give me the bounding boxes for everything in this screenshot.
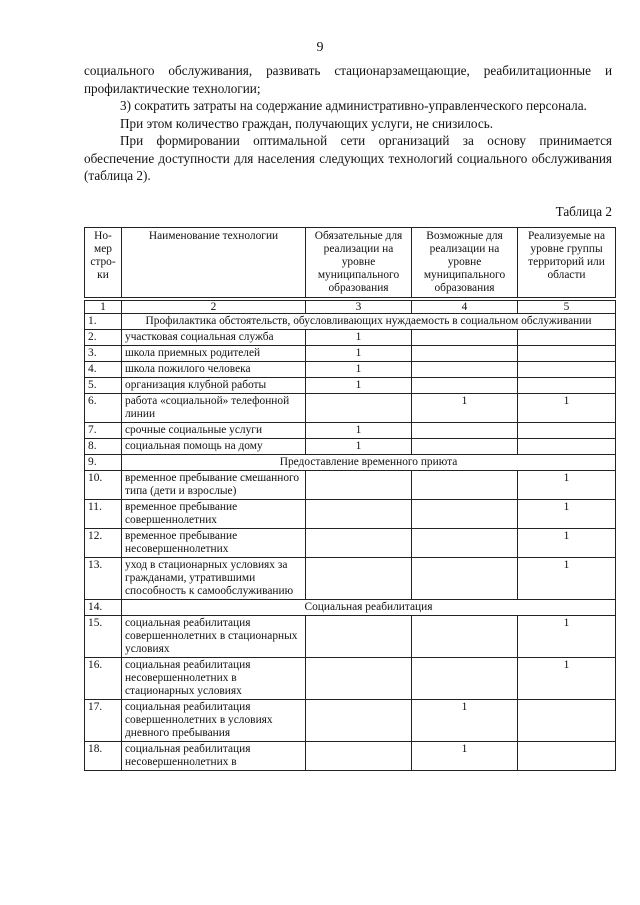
table-header-row — [85, 228, 616, 298]
regional-value: 1 — [518, 500, 616, 529]
mandatory-value — [306, 700, 412, 742]
row-number: 17. — [85, 700, 122, 742]
mandatory-value: 1 — [306, 362, 412, 378]
column-number: 1 — [85, 301, 122, 314]
regional-value — [518, 362, 616, 378]
regional-value: 1 — [518, 529, 616, 558]
technology-name: организация клубной работы — [122, 378, 306, 394]
technology-table — [84, 227, 616, 771]
section-title: Социальная реабилитация — [122, 600, 616, 616]
row-number: 2. — [85, 330, 122, 346]
table-row — [85, 558, 616, 600]
row-number: 1. — [85, 314, 122, 330]
possible-value — [412, 471, 518, 500]
table-row — [85, 471, 616, 500]
possible-value — [412, 378, 518, 394]
table-row — [85, 742, 616, 771]
possible-value: 1 — [412, 700, 518, 742]
table-row — [85, 658, 616, 700]
table-row — [85, 330, 616, 346]
row-number: 13. — [85, 558, 122, 600]
technology-name: социальная реабилитация совершеннолетних в стационарных условиях — [122, 616, 306, 658]
technology-name: социальная реабилитация несовершеннолетних в стационарных условиях — [122, 658, 306, 700]
mandatory-value — [306, 616, 412, 658]
regional-value — [518, 439, 616, 455]
header-mandatory-municipal: Обязательные для реализации на уровне муниципального образования — [306, 228, 412, 298]
regional-value: 1 — [518, 658, 616, 700]
technology-name: участковая социальная служба — [122, 330, 306, 346]
regional-value: 1 — [518, 616, 616, 658]
row-number: 8. — [85, 439, 122, 455]
mandatory-value — [306, 742, 412, 771]
row-number: 6. — [85, 394, 122, 423]
mandatory-value: 1 — [306, 330, 412, 346]
table-section-row — [85, 314, 616, 330]
row-number: 10. — [85, 471, 122, 500]
mandatory-value — [306, 529, 412, 558]
technology-name: временное пребывание совершеннолетних — [122, 500, 306, 529]
possible-value — [412, 500, 518, 529]
section-title: Предоставление временного приюта — [122, 455, 616, 471]
regional-value — [518, 742, 616, 771]
table-row — [85, 394, 616, 423]
table-body — [85, 314, 616, 771]
possible-value: 1 — [412, 742, 518, 771]
technology-name: срочные социальные услуги — [122, 423, 306, 439]
regional-value: 1 — [518, 558, 616, 600]
row-number: 12. — [85, 529, 122, 558]
row-number: 9. — [85, 455, 122, 471]
column-number-row — [85, 301, 616, 314]
possible-value — [412, 558, 518, 600]
row-number: 15. — [85, 616, 122, 658]
technology-name: уход в стационарных условиях за гражданами, утратившими способность к самообслуживанию — [122, 558, 306, 600]
possible-value: 1 — [412, 394, 518, 423]
section-title: Профилактика обстоятельств, обусловливающих нуждаемость в социальном обслуживании — [122, 314, 616, 330]
table-row — [85, 500, 616, 529]
row-number: 3. — [85, 346, 122, 362]
row-number: 7. — [85, 423, 122, 439]
row-number: 5. — [85, 378, 122, 394]
technology-name: временное пребывание несовершеннолетних — [122, 529, 306, 558]
column-number: 2 — [122, 301, 306, 314]
regional-value — [518, 346, 616, 362]
mandatory-value: 1 — [306, 378, 412, 394]
possible-value — [412, 346, 518, 362]
mandatory-value — [306, 500, 412, 529]
regional-value — [518, 700, 616, 742]
table-section-row — [85, 455, 616, 471]
row-number: 14. — [85, 600, 122, 616]
regional-value — [518, 330, 616, 346]
row-number: 11. — [85, 500, 122, 529]
possible-value — [412, 330, 518, 346]
header-regional: Реализуемые на уровне группы территорий или области — [518, 228, 616, 298]
header-possible-municipal: Возможные для реализации на уровне муниципального образования — [412, 228, 518, 298]
regional-value: 1 — [518, 394, 616, 423]
column-number: 4 — [412, 301, 518, 314]
paragraph-2: 3) сократить затраты на содержание административно-управленческого персонала. — [120, 98, 587, 113]
table-row — [85, 700, 616, 742]
possible-value — [412, 362, 518, 378]
mandatory-value: 1 — [306, 346, 412, 362]
table-row — [85, 346, 616, 362]
technology-name: временное пребывание смешанного типа (дети и взрослые) — [122, 471, 306, 500]
technology-name: работа «социальной» телефонной линии — [122, 394, 306, 423]
header-row-number: Но- мер стро- ки — [85, 228, 122, 298]
possible-value — [412, 658, 518, 700]
body-text — [84, 62, 612, 185]
mandatory-value — [306, 558, 412, 600]
mandatory-value: 1 — [306, 423, 412, 439]
table-row — [85, 378, 616, 394]
mandatory-value — [306, 471, 412, 500]
mandatory-value — [306, 394, 412, 423]
possible-value — [412, 529, 518, 558]
table-caption: Таблица 2 — [555, 204, 612, 219]
column-number: 5 — [518, 301, 616, 314]
mandatory-value: 1 — [306, 439, 412, 455]
regional-value: 1 — [518, 471, 616, 500]
technology-name: школа пожилого человека — [122, 362, 306, 378]
table-row — [85, 616, 616, 658]
possible-value — [412, 439, 518, 455]
regional-value — [518, 378, 616, 394]
regional-value — [518, 423, 616, 439]
technology-name: социальная реабилитация совершеннолетних в условиях дневного пребывания — [122, 700, 306, 742]
paragraph-3: При этом количество граждан, получающих услуги, не снизилось. — [120, 115, 494, 131]
table-row — [85, 529, 616, 558]
technology-name: школа приемных родителей — [122, 346, 306, 362]
table-row — [85, 362, 616, 378]
table-row — [85, 423, 616, 439]
mandatory-value — [306, 658, 412, 700]
table-section-row — [85, 600, 616, 616]
paragraph-1: социального обслуживания, развивать стационарзамещающие, реабилитационные и профилактические технологии; — [84, 63, 612, 96]
header-technology-name: Наименование технологии — [122, 228, 306, 298]
technology-name: социальная помощь на дому — [122, 439, 306, 455]
row-number: 18. — [85, 742, 122, 771]
row-number: 4. — [85, 362, 122, 378]
row-number: 16. — [85, 658, 122, 700]
column-number: 3 — [306, 301, 412, 314]
page-number: 9 — [316, 40, 324, 55]
table-row — [85, 439, 616, 455]
technology-name: социальная реабилитация несовершеннолетних в — [122, 742, 306, 771]
paragraph-4: При формировании оптимальной сети организаций за основу принимается обеспечение доступности для населения следующих технологий социального обслуживания (таблица 2). — [84, 133, 612, 183]
possible-value — [412, 423, 518, 439]
possible-value — [412, 616, 518, 658]
